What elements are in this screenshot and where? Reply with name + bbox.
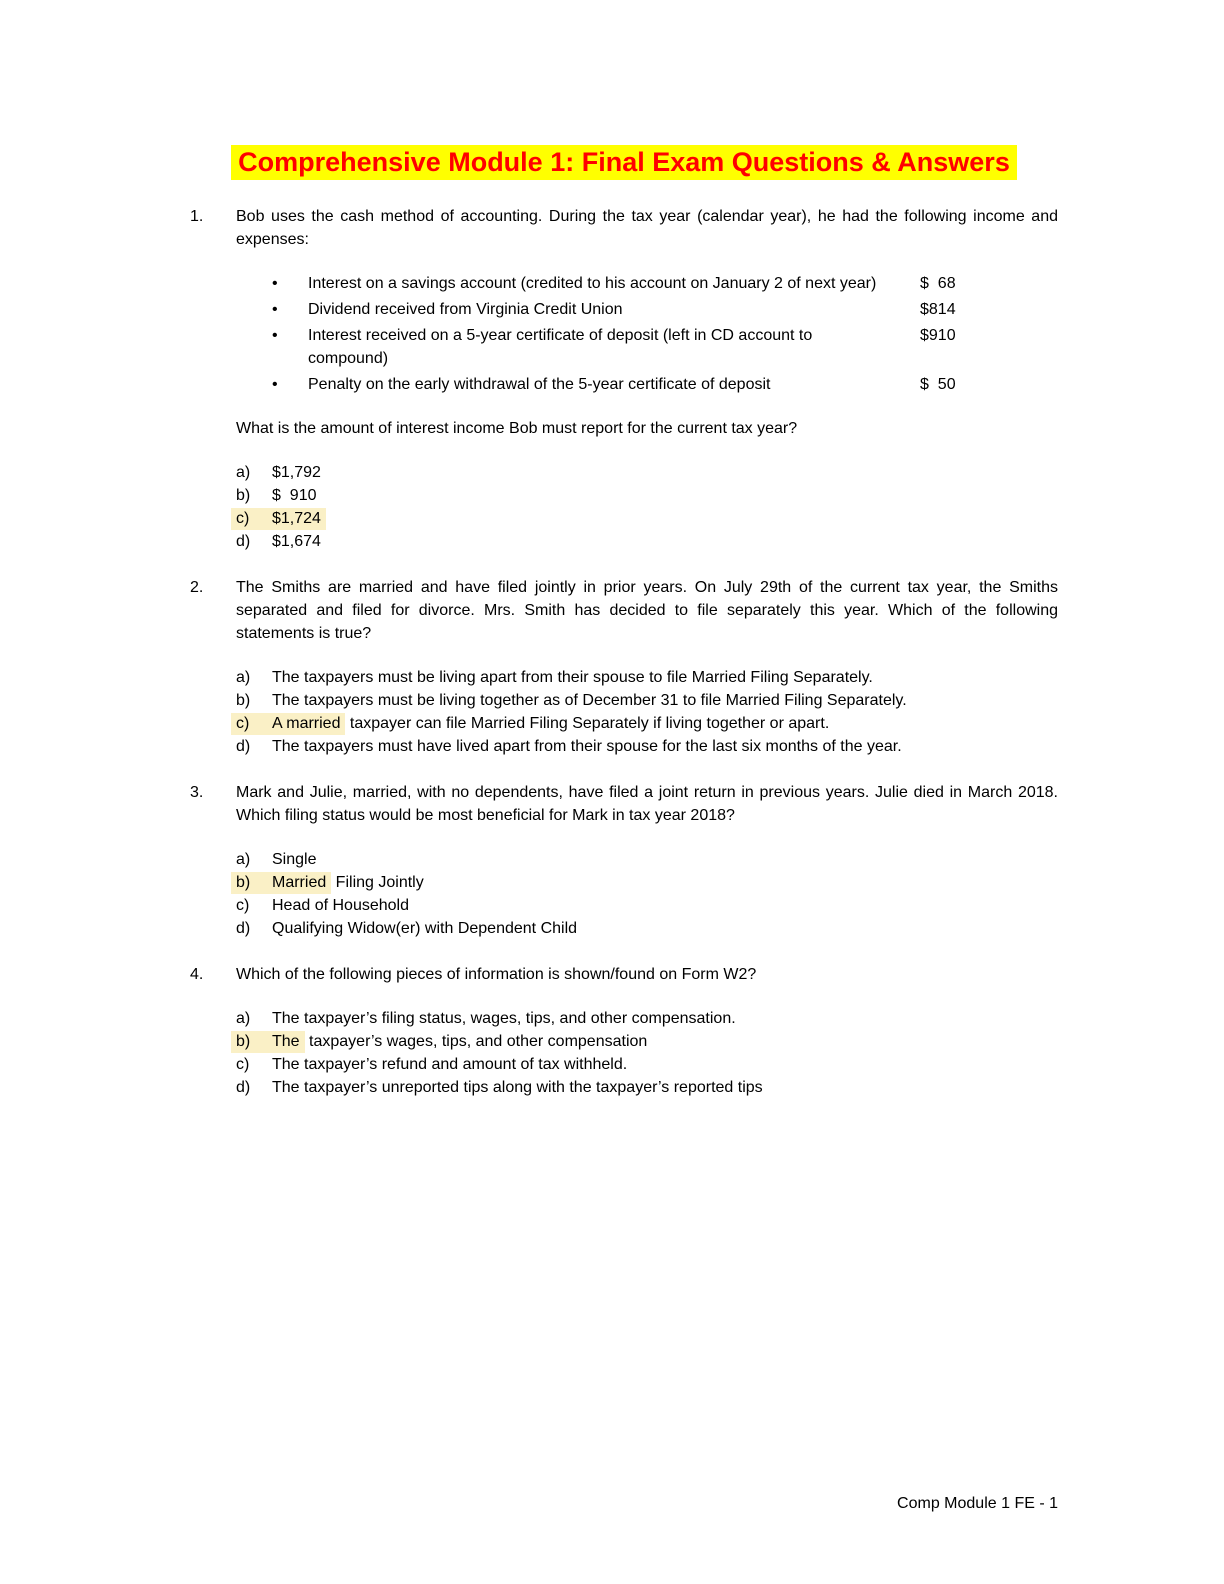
question-body: [236, 205, 1058, 553]
choice-text: The taxpayers must be living apart from their spouse to file Married Filing Separately.: [272, 669, 873, 686]
question-text: Mark and Julie, married, with no dependents, have filed a joint return in previous years. Julie died in March 2018. Which filing status would be most beneficial for Mark in tax year 2018?: [236, 784, 1058, 824]
choice-text: Head of Household: [272, 897, 409, 914]
list-item: [272, 298, 1058, 321]
choice-highlight-band: [236, 692, 272, 709]
choice-highlight-band: [231, 1031, 305, 1053]
choice-text: The taxpayer’s unreported tips along with the taxpayer’s reported tips: [272, 1079, 763, 1096]
choice-text: The taxpayers must be living together as of December 31 to file Married Filing Separately.: [272, 692, 907, 709]
bullet-icon: •: [272, 275, 278, 292]
choice-highlight-band: [236, 851, 272, 868]
choice-letter: a): [236, 464, 251, 481]
bullet-icon: •: [272, 376, 278, 393]
question-3: [190, 781, 1058, 940]
choice-letter: c): [236, 897, 250, 914]
choice-highlight-band: [231, 872, 331, 894]
choice-highlight-band: [236, 1079, 272, 1096]
choice-letter: b): [236, 874, 251, 891]
list-item: [272, 272, 1058, 295]
choice-c-correct: [236, 712, 1058, 735]
choice-letter: c): [236, 715, 250, 732]
item-amount: $910: [920, 327, 956, 344]
page-footer: Comp Module 1 FE - 1: [897, 1495, 1058, 1512]
question-text: Which of the following pieces of information is shown/found on Form W2?: [236, 966, 757, 983]
list-item: [272, 373, 1058, 396]
choice-d: [236, 917, 1058, 940]
item-amount: $ 50: [920, 376, 956, 393]
choice-highlight-band: [236, 669, 272, 686]
question-number: 1.: [190, 208, 204, 225]
choice-letter: d): [236, 920, 251, 937]
item-description: Penalty on the early withdrawal of the 5-year certificate of deposit: [308, 376, 771, 393]
choice-text-highlighted: A married: [272, 715, 341, 732]
choice-text: Filing Jointly: [331, 874, 424, 891]
choice-letter: b): [236, 487, 251, 504]
bullet-icon: •: [272, 301, 278, 318]
page-title: [190, 145, 1058, 179]
choice-letter: d): [236, 533, 251, 550]
choice-highlight-band: [236, 1056, 272, 1073]
item-description: Dividend received from Virginia Credit Union: [308, 301, 623, 318]
choice-highlight-band: [236, 920, 272, 937]
choice-highlight-band: [236, 738, 272, 755]
choice-text: Qualifying Widow(er) with Dependent Child: [272, 920, 578, 937]
question-prompt: What is the amount of interest income Bob must report for the current tax year?: [236, 420, 798, 437]
choice-highlight-band: [231, 508, 326, 530]
choice-letter: a): [236, 669, 251, 686]
question-number: 4.: [190, 966, 204, 983]
choice-a: [236, 461, 1058, 484]
choice-text-highlighted: Married: [272, 874, 327, 891]
choice-d: [236, 530, 1058, 553]
question-body: [236, 576, 1058, 758]
choice-d: [236, 1076, 1058, 1099]
choice-letter: c): [236, 510, 250, 527]
item-amount: $ 68: [920, 275, 956, 292]
question-text: The Smiths are married and have filed jointly in prior years. On July 29th of the current tax year, the Smiths separated and filed for divorce. Mrs. Smith has decided to file separately this year. Which of the following statements is true?: [236, 579, 1058, 642]
choice-text: The taxpayer’s refund and amount of tax withheld.: [272, 1056, 628, 1073]
choice-text: The taxpayer’s filing status, wages, tips, and other compensation.: [272, 1010, 736, 1027]
choice-c-correct: [236, 507, 1058, 530]
choice-text: $ 910: [272, 487, 317, 504]
choice-text: taxpayer’s wages, tips, and other compensation: [304, 1033, 648, 1050]
choice-list: [236, 666, 1058, 758]
choice-letter: c): [236, 1056, 250, 1073]
question-text: Bob uses the cash method of accounting. During the tax year (calendar year), he had the following income and expenses:: [236, 208, 1058, 248]
choice-text: taxpayer can file Married Filing Separately if living together or apart.: [345, 715, 830, 732]
choice-letter: d): [236, 1079, 251, 1096]
choice-highlight-band: [236, 487, 272, 504]
choice-a: [236, 1007, 1058, 1030]
question-4: [190, 963, 1058, 1099]
question-2: [190, 576, 1058, 758]
income-expense-list: [236, 272, 1058, 396]
question-number: 3.: [190, 784, 204, 801]
choice-highlight-band: [236, 464, 272, 481]
choice-a: [236, 848, 1058, 871]
choice-a: [236, 666, 1058, 689]
choice-b-correct: [236, 871, 1058, 894]
choice-text-highlighted: $1,724: [272, 510, 321, 527]
question-body: [236, 963, 1058, 1099]
item-description: Interest received on a 5-year certificate of deposit (left in CD account to compound): [308, 327, 813, 367]
item-description: Interest on a savings account (credited to his account on January 2 of next year): [308, 275, 877, 292]
choice-highlight-band: [236, 533, 272, 550]
choice-letter: b): [236, 1033, 251, 1050]
choice-letter: a): [236, 1010, 251, 1027]
choice-highlight-band: [236, 897, 272, 914]
choice-text-highlighted: The: [272, 1033, 300, 1050]
choice-list: [236, 848, 1058, 940]
choice-letter: a): [236, 851, 251, 868]
list-item: [272, 324, 1058, 370]
bullet-icon: •: [272, 327, 278, 344]
page-title-highlight: Comprehensive Module 1: Final Exam Questions & Answers: [231, 145, 1017, 180]
choice-text: The taxpayers must have lived apart from their spouse for the last six months of the year.: [272, 738, 902, 755]
choice-text: $1,674: [272, 533, 321, 550]
choice-letter: d): [236, 738, 251, 755]
choice-list: [236, 461, 1058, 553]
choice-c: [236, 1053, 1058, 1076]
item-amount: $814: [920, 301, 956, 318]
question-body: [236, 781, 1058, 940]
choice-list: [236, 1007, 1058, 1099]
question-number: 2.: [190, 579, 204, 596]
choice-b: [236, 689, 1058, 712]
choice-d: [236, 735, 1058, 758]
choice-highlight-band: [236, 1010, 272, 1027]
choice-c: [236, 894, 1058, 917]
choice-letter: b): [236, 692, 251, 709]
choice-text: Single: [272, 851, 317, 868]
choice-b: [236, 484, 1058, 507]
choice-text: $1,792: [272, 464, 321, 481]
choice-b-correct: [236, 1030, 1058, 1053]
question-1: [190, 205, 1058, 553]
choice-highlight-band: [231, 713, 345, 735]
